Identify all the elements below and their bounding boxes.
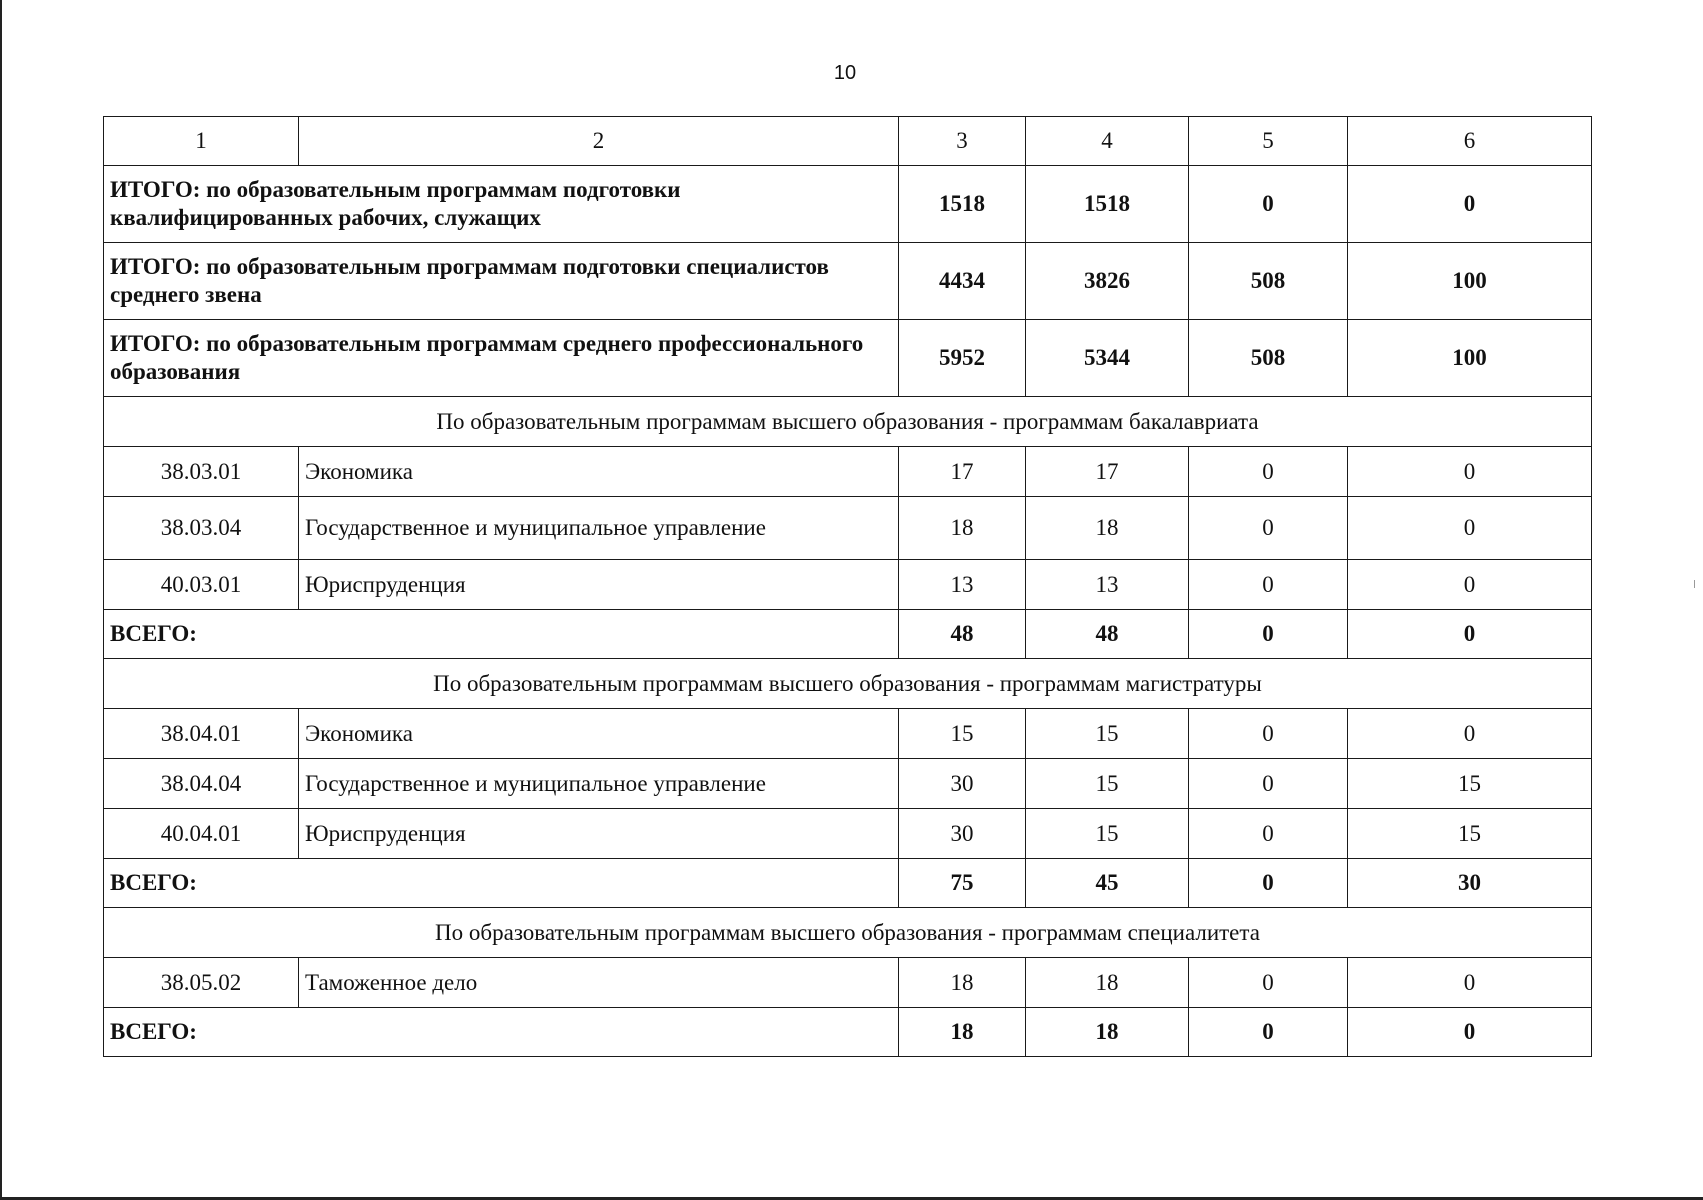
column-number-row bbox=[104, 117, 1592, 166]
cell-value: 1518 bbox=[899, 166, 1026, 243]
total-label: ВСЕГО: bbox=[104, 859, 899, 908]
section-title: По образовательным программам высшего образования - программам магистратуры bbox=[104, 659, 1592, 709]
program-name: Таможенное дело bbox=[299, 958, 899, 1008]
summary-label: ИТОГО: по образовательным программам подготовки специалистов среднего звена bbox=[104, 243, 899, 320]
cell-value: 30 bbox=[899, 809, 1026, 859]
cell-value: 15 bbox=[899, 709, 1026, 759]
cell-value: 0 bbox=[1189, 166, 1348, 243]
program-name: Юриспруденция bbox=[299, 560, 899, 610]
cell-value: 48 bbox=[899, 610, 1026, 659]
cell-value: 15 bbox=[1348, 809, 1592, 859]
cell-value: 75 bbox=[899, 859, 1026, 908]
cell-value: 30 bbox=[899, 759, 1026, 809]
section-heading-row bbox=[104, 397, 1592, 447]
cell-value: 4434 bbox=[899, 243, 1026, 320]
cell-value: 0 bbox=[1189, 809, 1348, 859]
data-table bbox=[103, 116, 1592, 1057]
program-name: Экономика bbox=[299, 447, 899, 497]
cell-value: 48 bbox=[1026, 610, 1189, 659]
cell-value: 15 bbox=[1026, 809, 1189, 859]
summary-row bbox=[104, 166, 1592, 243]
program-name: Юриспруденция bbox=[299, 809, 899, 859]
table-row bbox=[104, 709, 1592, 759]
cell-value: 0 bbox=[1189, 859, 1348, 908]
program-code: 38.03.01 bbox=[104, 447, 299, 497]
total-label: ВСЕГО: bbox=[104, 1008, 899, 1057]
cell-value: 17 bbox=[899, 447, 1026, 497]
cell-value: 0 bbox=[1189, 958, 1348, 1008]
cell-value: 13 bbox=[1026, 560, 1189, 610]
total-row bbox=[104, 610, 1592, 659]
cell-value: 17 bbox=[1026, 447, 1189, 497]
program-name: Экономика bbox=[299, 709, 899, 759]
program-code: 40.04.01 bbox=[104, 809, 299, 859]
cell-value: 0 bbox=[1348, 166, 1592, 243]
column-number: 1 bbox=[104, 117, 299, 166]
total-row bbox=[104, 859, 1592, 908]
column-number: 3 bbox=[899, 117, 1026, 166]
cell-value: 30 bbox=[1348, 859, 1592, 908]
column-number: 5 bbox=[1189, 117, 1348, 166]
cell-value: 18 bbox=[899, 497, 1026, 560]
cell-value: 5952 bbox=[899, 320, 1026, 397]
cell-value: 0 bbox=[1189, 447, 1348, 497]
table-row bbox=[104, 447, 1592, 497]
table-row bbox=[104, 759, 1592, 809]
table-row bbox=[104, 497, 1592, 560]
cell-value: 45 bbox=[1026, 859, 1189, 908]
scan-artifact bbox=[1694, 580, 1695, 588]
cell-value: 0 bbox=[1348, 709, 1592, 759]
column-number: 4 bbox=[1026, 117, 1189, 166]
program-name: Государственное и муниципальное управление bbox=[299, 497, 899, 560]
column-number: 2 bbox=[299, 117, 899, 166]
cell-value: 0 bbox=[1189, 759, 1348, 809]
cell-value: 15 bbox=[1026, 759, 1189, 809]
cell-value: 15 bbox=[1348, 759, 1592, 809]
cell-value: 1518 bbox=[1026, 166, 1189, 243]
section-heading-row bbox=[104, 908, 1592, 958]
cell-value: 5344 bbox=[1026, 320, 1189, 397]
cell-value: 100 bbox=[1348, 243, 1592, 320]
page-number: 10 bbox=[833, 62, 857, 84]
cell-value: 508 bbox=[1189, 320, 1348, 397]
cell-value: 0 bbox=[1189, 560, 1348, 610]
program-code: 38.04.04 bbox=[104, 759, 299, 809]
cell-value: 100 bbox=[1348, 320, 1592, 397]
section-title: По образовательным программам высшего образования - программам бакалавриата bbox=[104, 397, 1592, 447]
cell-value: 0 bbox=[1348, 610, 1592, 659]
summary-row bbox=[104, 320, 1592, 397]
program-code: 38.05.02 bbox=[104, 958, 299, 1008]
cell-value: 18 bbox=[1026, 497, 1189, 560]
table-row bbox=[104, 958, 1592, 1008]
cell-value: 0 bbox=[1189, 1008, 1348, 1057]
total-label: ВСЕГО: bbox=[104, 610, 899, 659]
cell-value: 0 bbox=[1348, 560, 1592, 610]
summary-label: ИТОГО: по образовательным программам среднего профессионального образования bbox=[104, 320, 899, 397]
summary-row bbox=[104, 243, 1592, 320]
cell-value: 0 bbox=[1189, 497, 1348, 560]
program-name: Государственное и муниципальное управление bbox=[299, 759, 899, 809]
table-row bbox=[104, 809, 1592, 859]
program-code: 40.03.01 bbox=[104, 560, 299, 610]
total-row bbox=[104, 1008, 1592, 1057]
cell-value: 18 bbox=[899, 958, 1026, 1008]
cell-value: 0 bbox=[1348, 447, 1592, 497]
cell-value: 0 bbox=[1189, 610, 1348, 659]
cell-value: 3826 bbox=[1026, 243, 1189, 320]
cell-value: 508 bbox=[1189, 243, 1348, 320]
section-heading-row bbox=[104, 659, 1592, 709]
cell-value: 13 bbox=[899, 560, 1026, 610]
section-title: По образовательным программам высшего образования - программам специалитета bbox=[104, 908, 1592, 958]
program-code: 38.04.01 bbox=[104, 709, 299, 759]
cell-value: 0 bbox=[1348, 958, 1592, 1008]
cell-value: 15 bbox=[1026, 709, 1189, 759]
cell-value: 0 bbox=[1189, 709, 1348, 759]
cell-value: 0 bbox=[1348, 1008, 1592, 1057]
summary-label: ИТОГО: по образовательным программам подготовки квалифицированных рабочих, служащих bbox=[104, 166, 899, 243]
cell-value: 18 bbox=[899, 1008, 1026, 1057]
cell-value: 0 bbox=[1348, 497, 1592, 560]
column-number: 6 bbox=[1348, 117, 1592, 166]
table-row bbox=[104, 560, 1592, 610]
cell-value: 18 bbox=[1026, 1008, 1189, 1057]
program-code: 38.03.04 bbox=[104, 497, 299, 560]
cell-value: 18 bbox=[1026, 958, 1189, 1008]
